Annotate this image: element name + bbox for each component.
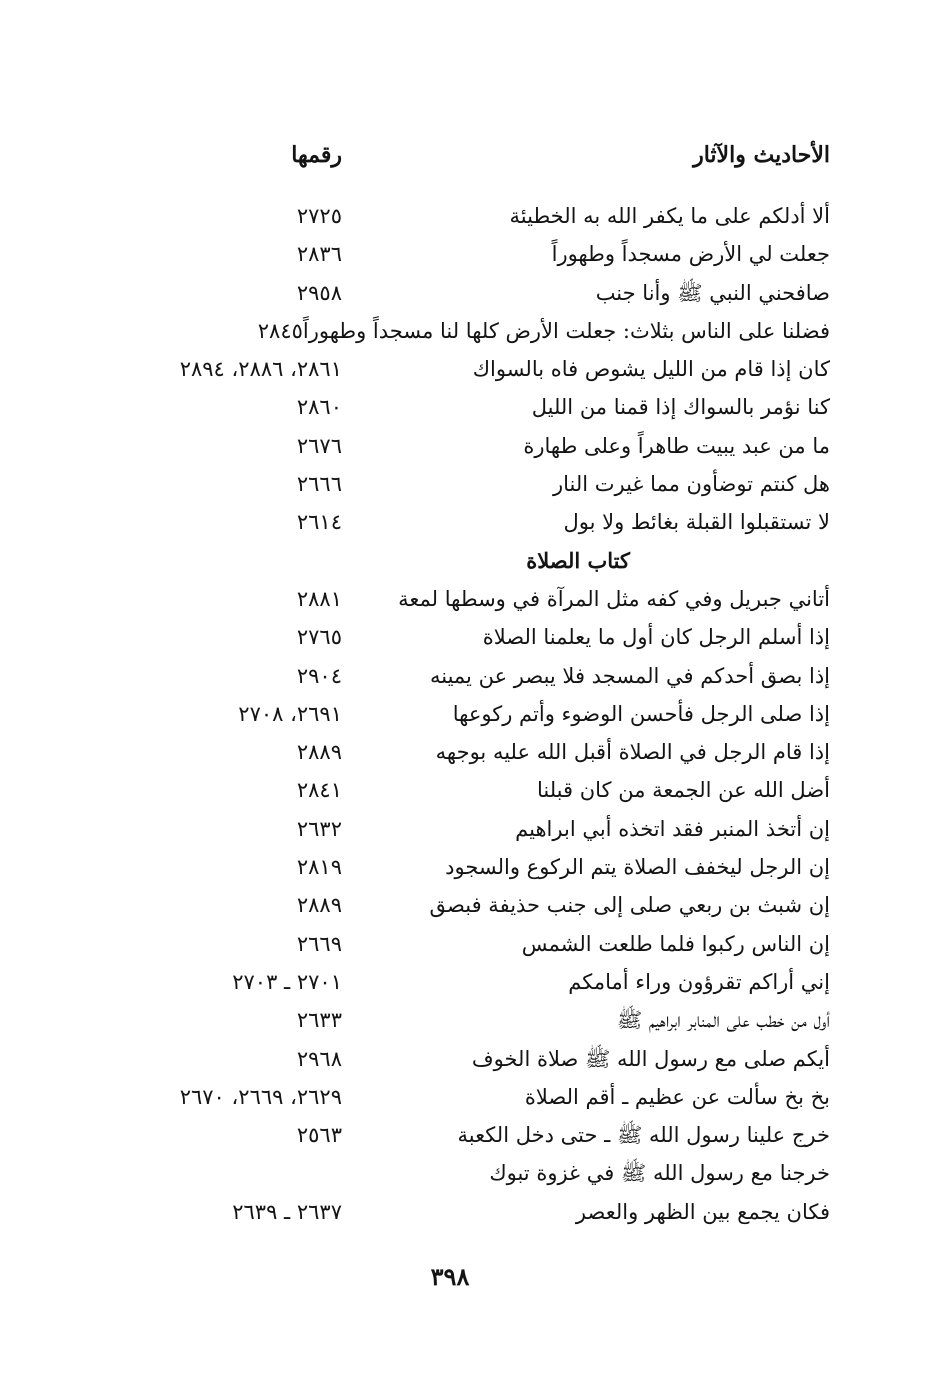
hadith-number: ٢٩٥٨ (296, 280, 342, 305)
section-heading (100, 542, 830, 580)
index-entry-row (100, 1116, 830, 1154)
hadith-text: أيكم صلى مع رسول الله ﷺ صلاة الخوف (471, 1046, 830, 1071)
index-header (140, 142, 830, 182)
hadith-number: ٢٩٦٨ (296, 1046, 342, 1071)
hadith-text: خرج علينا رسول الله ﷺ ـ حتى دخل الكعبة (457, 1123, 830, 1148)
hadith-text: كنا نؤمر بالسواك إذا قمنا من الليل (531, 395, 830, 420)
hadith-text: إن شبث بن ربعي صلى إلى جنب حذيفة فبصق (429, 893, 830, 918)
hadith-number: ٢٦٧٦ (296, 433, 342, 458)
index-entry-row (100, 618, 830, 656)
hadith-text: أضل الله عن الجمعة من كان قبلنا (536, 778, 830, 803)
hadith-text: إن الرجل ليخفف الصلاة يتم الركوع والسجود (445, 855, 830, 880)
hadith-text: ألا أدلكم على ما يكفر الله به الخطيئة (509, 204, 830, 228)
index-entry-row (100, 771, 830, 809)
index-entry-row (100, 695, 830, 733)
index-entries (100, 197, 830, 1231)
hadith-number: ٢٦٣٢ (296, 816, 342, 841)
index-entry-row (100, 274, 830, 312)
hadith-text: إن أتخذ المنبر فقد اتخذه أبي ابراهيم (515, 816, 830, 841)
hadith-number: ٢٧٠١ ـ ٢٧٠٣ (232, 969, 342, 994)
index-entry-row (100, 235, 830, 273)
hadith-text: إذا بصق أحدكم في المسجد فلا يبصر عن يمينه (429, 663, 830, 688)
hadith-text: فضلنا على الناس بثلاث: جعلت الأرض كلها لنا مسجداً وطهوراً٢٨٤٥ (257, 318, 830, 343)
hadith-number: ٢٦٦٦ (296, 472, 342, 497)
hadith-text: أول من خطب على المنابر ابراهيم ﷺ (616, 1008, 830, 1033)
hadith-number: ٢٨٣٦ (296, 242, 342, 267)
hadith-number: ٢٨٤١ (296, 778, 342, 803)
hadith-text: هل كنتم توضأون مما غيرت النار (552, 472, 830, 497)
hadith-number: ٢٨٦٠ (296, 395, 342, 420)
header-number-column: رقمها (291, 142, 342, 168)
hadith-text: أتاني جبريل وفي كفه مثل المرآة في وسطها لمعة (398, 586, 830, 611)
hadith-text: لا تستقبلوا القبلة بغائط ولا بول (563, 510, 830, 535)
index-entry-row (100, 848, 830, 886)
index-entry-row (100, 350, 830, 388)
index-entry-row (100, 657, 830, 695)
hadith-number: ٢٦١٤ (296, 510, 342, 535)
index-entry-row (100, 1193, 830, 1231)
index-entry-row (100, 733, 830, 771)
hadith-number: ٢٨٨١ (296, 586, 342, 611)
hadith-number: ٢٧٢٥ (296, 204, 342, 228)
hadith-text: إذا قام الرجل في الصلاة أقبل الله عليه بوجهه (435, 740, 830, 765)
hadith-number: ٢٨٨٩ (296, 740, 342, 765)
hadith-number: ٢٨٦١، ٢٨٨٦، ٢٨٩٤ (179, 357, 342, 382)
index-entry-row (100, 503, 830, 541)
index-entry-row (100, 312, 830, 350)
index-entry-row (100, 963, 830, 1001)
hadith-number: ٢٦٦٩ (296, 931, 342, 956)
hadith-number: ٢٦٢٩، ٢٦٦٩، ٢٦٧٠ (179, 1084, 342, 1109)
hadith-text: إني أراكم تقرؤون وراء أمامكم (568, 969, 830, 994)
hadith-text: بخ بخ سألت عن عظيم ـ أقم الصلاة (524, 1084, 830, 1109)
hadith-number: ٢٥٦٣ (296, 1123, 342, 1148)
page-number: ٣٩٨ (430, 1262, 470, 1291)
hadith-number: ٢٦٣٧ ـ ٢٦٣٩ (232, 1199, 342, 1224)
hadith-number: ٢٦٣٣ (296, 1008, 342, 1033)
index-entry-row (100, 925, 830, 963)
index-entry-row (100, 388, 830, 426)
hadith-text: ما من عبد يبيت طاهراً وعلى طهارة (523, 433, 830, 458)
index-entry-row (100, 1001, 830, 1039)
index-entry-row (100, 886, 830, 924)
hadith-text: إن الناس ركبوا فلما طلعت الشمس (521, 931, 830, 956)
hadith-text: كان إذا قام من الليل يشوص فاه بالسواك (472, 357, 830, 382)
hadith-text: صافحني النبي ﷺ وأنا جنب (595, 280, 830, 305)
index-entry-row (100, 197, 830, 235)
index-entry-row (100, 1078, 830, 1116)
hadith-text: خرجنا مع رسول الله ﷺ في غزوة تبوك (489, 1161, 830, 1186)
hadith-text: جعلت لي الأرض مسجداً وطهوراً (551, 242, 830, 267)
hadith-text: فكان يجمع بين الظهر والعصر (575, 1199, 830, 1224)
hadith-text: إذا صلى الرجل فأحسن الوضوء وأتم ركوعها (452, 701, 830, 726)
hadith-number: ٢٨١٩ (296, 855, 342, 880)
hadith-number: ٢٩٠٤ (296, 663, 342, 688)
hadith-number: ٢٦٩١، ٢٧٠٨ (238, 701, 342, 726)
index-entry-row (100, 1040, 830, 1078)
hadith-text: إذا أسلم الرجل كان أول ما يعلمنا الصلاة (482, 625, 830, 650)
index-entry-row (100, 465, 830, 503)
index-entry-row (100, 810, 830, 848)
header-hadith-column: الأحاديث والآثار (693, 142, 830, 168)
hadith-number: ٢٨٨٩ (296, 893, 342, 918)
hadith-number: ٢٧٦٥ (296, 625, 342, 650)
section-title: كتاب الصلاة (526, 547, 630, 573)
index-entry-row (100, 427, 830, 465)
index-entry-row (100, 1154, 830, 1192)
index-entry-row (100, 580, 830, 618)
